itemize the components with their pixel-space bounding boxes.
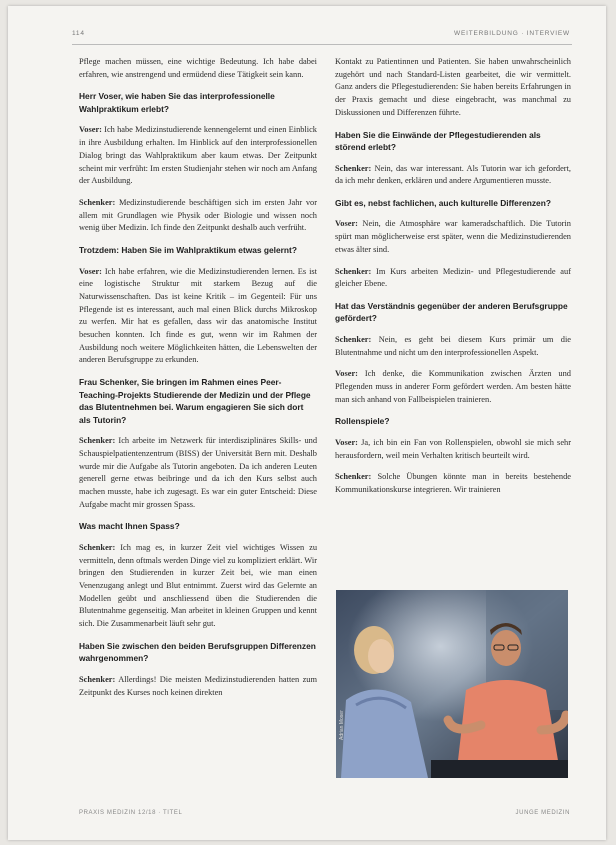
interview-question: Frau Schenker, Sie bringen im Rahmen eines Peer-Teaching-Projekts Studierende der Medizin und der Pflege das Blutentnehmen bei. Warum engagieren Sie sich dort als Tutorin? [79, 377, 311, 425]
interview-question: Hat das Verständnis gegenüber der anderen Berufsgruppe gefördert? [335, 300, 568, 324]
footer-right: JUNGE MEDIZIN [515, 810, 570, 816]
answer-text: Nein, das war interessant. Als Tutorin war ich gefordert, da ich mehr denken, erklären und andere Argumentieren musste. [335, 163, 572, 186]
answer-text: Nein, es geht bei diesem Kurs primär um die Blutentnahme und nicht um den interprofessionellen Aspekt. [335, 334, 572, 357]
interview-answer [79, 435, 317, 511]
body-paragraph: Kontakt zu Patientinnen und Patienten. Sie haben unwahrscheinlich zugehört und nach Standard-Listen gearbeitet, die wir vermittelt. Ganz anders die Pflegestudierenden: Sie haben bereits Erfahrungen in der Praxis gemacht und diese eingebracht, was manchmal zu Diskussionen und Differenzen führte. [335, 57, 571, 117]
body-paragraph: Pflege machen müssen, eine wichtige Bedeutung. Ich habe dabei erfahren, wie anstrengend und ermüdend diese Tätigkeit sein kann. [79, 57, 317, 79]
answer-text: Medizinstudierende beschäftigen sich im ersten Jahr vor allem mit Grundlagen wie Physik oder Biologie und wissen noch wenig über Medizin. Ich finde den Zeitpunkt deshalb auch verfrüht. [79, 197, 318, 233]
interview-answer [335, 218, 571, 256]
speaker-name: Voser: [79, 266, 102, 276]
answer-text: Im Kurs arbeiten Medizin- und Pflegestudierende auf gleicher Ebene. [335, 266, 572, 289]
speaker-name: Schenker: [335, 472, 372, 482]
speaker-name: Schenker: [79, 197, 116, 207]
interview-photo [336, 590, 568, 778]
interview-answer [79, 266, 317, 368]
interview-answer [335, 368, 571, 406]
interview-question: Herr Voser, wie haben Sie das interprofessionelle Wahlpraktikum erlebt? [79, 91, 275, 114]
speaker-name: Schenker: [79, 542, 116, 552]
right-column [335, 56, 571, 506]
interview-question: Haben Sie die Einwände der Pflegestudierenden als störend erlebt? [335, 129, 541, 153]
header-rule [72, 44, 572, 45]
footer-left: PRAXIS MEDIZIN 12/18 · TITEL [79, 810, 183, 816]
answer-text: Ich habe Medizinstudierende kennengelernt und einen Einblick in ihre Ausbildung erhalten. Im Hinblick auf den interprofessionellen Dialog bringt das Wahlpraktikum aber kaum etwas. Der Zeitpunkt scheint mir verfrüht: Im ersten Studienjahr stehen wir noch am Anfang der Ausbildung. [79, 125, 317, 186]
interview-answer [335, 334, 571, 359]
speaker-name: Schenker: [79, 674, 116, 684]
interview-answer [335, 471, 571, 496]
section-title: WEITERBILDUNG · INTERVIEW [454, 30, 570, 37]
speaker-name: Voser: [335, 437, 358, 447]
answer-text: Nein, die Atmosphäre war kameradschaftlich. Die Tutorin spürt man möglicherweise erst später, wenn die Medizinstudierenden etwas älter sind. [335, 219, 571, 254]
speaker-name: Voser: [335, 219, 358, 229]
answer-text: Ich habe erfahren, wie die Medizinstudierenden lernen. Es ist eine logistische Struktur mit starkem Bezug auf die Naturwissenschaften. Das ist keine Kritik – im Gegenteil: Für uns Pflegende ist es interessant, auch mal einen Blick durchs Mikroskop zu werfen. Mir hat es gefallen, dass wir das anatomische Institut besuchen konnten. Ich finde es gut, wenn wir im Rahmen der Ausbildung noch weitere Möglichkeiten hätten, die Lebenswelten der anderen Berufsgruppe zu erkunden. [79, 266, 318, 365]
speaker-name: Voser: [335, 369, 358, 379]
speaker-name: Schenker: [335, 163, 372, 173]
interview-question: Was macht Ihnen Spass? [79, 521, 180, 532]
interview-answer [79, 674, 317, 699]
interview-answer [79, 124, 317, 188]
interview-answer [335, 437, 571, 462]
answer-text: Ich denke, die Kommunikation zwischen Ärzten und Pflegenden muss in anderer Form gefördert werden. Am besten hätte man sich anhand von Fallbeispielen trainieren. [335, 369, 571, 404]
interview-answer [335, 163, 571, 188]
interview-answer [79, 542, 317, 631]
answer-text: Ja, ich bin ein Fan von Rollenspielen, obwohl sie mich sehr herausfordern, weil mein Verhalten kritisch beurteilt wird. [335, 437, 572, 460]
interview-question: Haben Sie zwischen den beiden Berufsgruppen Differenzen wahrgenommen? [79, 640, 316, 664]
left-column [79, 56, 317, 708]
photo-credit: Adrian Moser [339, 710, 345, 740]
speaker-name: Schenker: [335, 266, 372, 276]
interview-photo-illustration [336, 590, 568, 778]
interview-question: Gibt es, nebst fachlichen, auch kulturelle Differenzen? [335, 197, 551, 208]
answer-text: Ich mag es, in kurzer Zeit viel wichtiges Wissen zu vermitteln, denn oftmals werden Dinge viel zu kompliziert erklärt. Wir bringen den Studierenden in kurzer Zeit bei, wie man einen Venenzugang anlegt und Blut entnimmt. Zuerst wird das Gelernte an Modellen geübt und anschliessend üben die Studierenden die Blutentnahme gegenseitig. Man arbeitet in kleinen Gruppen und kennt sich. Die Zusammenarbeit läuft sehr gut. [79, 542, 318, 629]
answer-text: Ich arbeite im Netzwerk für interdisziplinäres Skills- und Schauspielpatientenzentrum (BISS) der Universität Bern mit. Deshalb wurde mir die Aufgabe als Tutorin angeboten. Da ich anderen Leuten generell gerne etwas beibringe und da ich den Kurs selbst auch machen musste, habe ich zugesagt. Es war ein guter Entscheid: Diese Aufgabe macht mir grossen Spass. [79, 436, 318, 509]
speaker-name: Voser: [79, 125, 102, 135]
page-number: 114 [72, 30, 85, 37]
interview-answer [335, 266, 571, 291]
speaker-name: Schenker: [79, 436, 116, 446]
interview-question: Rollenspiele? [335, 416, 390, 427]
interview-answer [79, 197, 317, 235]
answer-text: Allerdings! Die meisten Medizinstudierenden hatten zum Zeitpunkt des Kurses noch keinen direkten [79, 674, 317, 697]
answer-text: Solche Übungen könnte man in bereits bestehende Kommunikationskurse integrieren. Wir trainieren [335, 472, 571, 495]
interview-question: Trotzdem: Haben Sie im Wahlpraktikum etwas gelernt? [79, 245, 297, 256]
speaker-name: Schenker: [335, 334, 372, 344]
